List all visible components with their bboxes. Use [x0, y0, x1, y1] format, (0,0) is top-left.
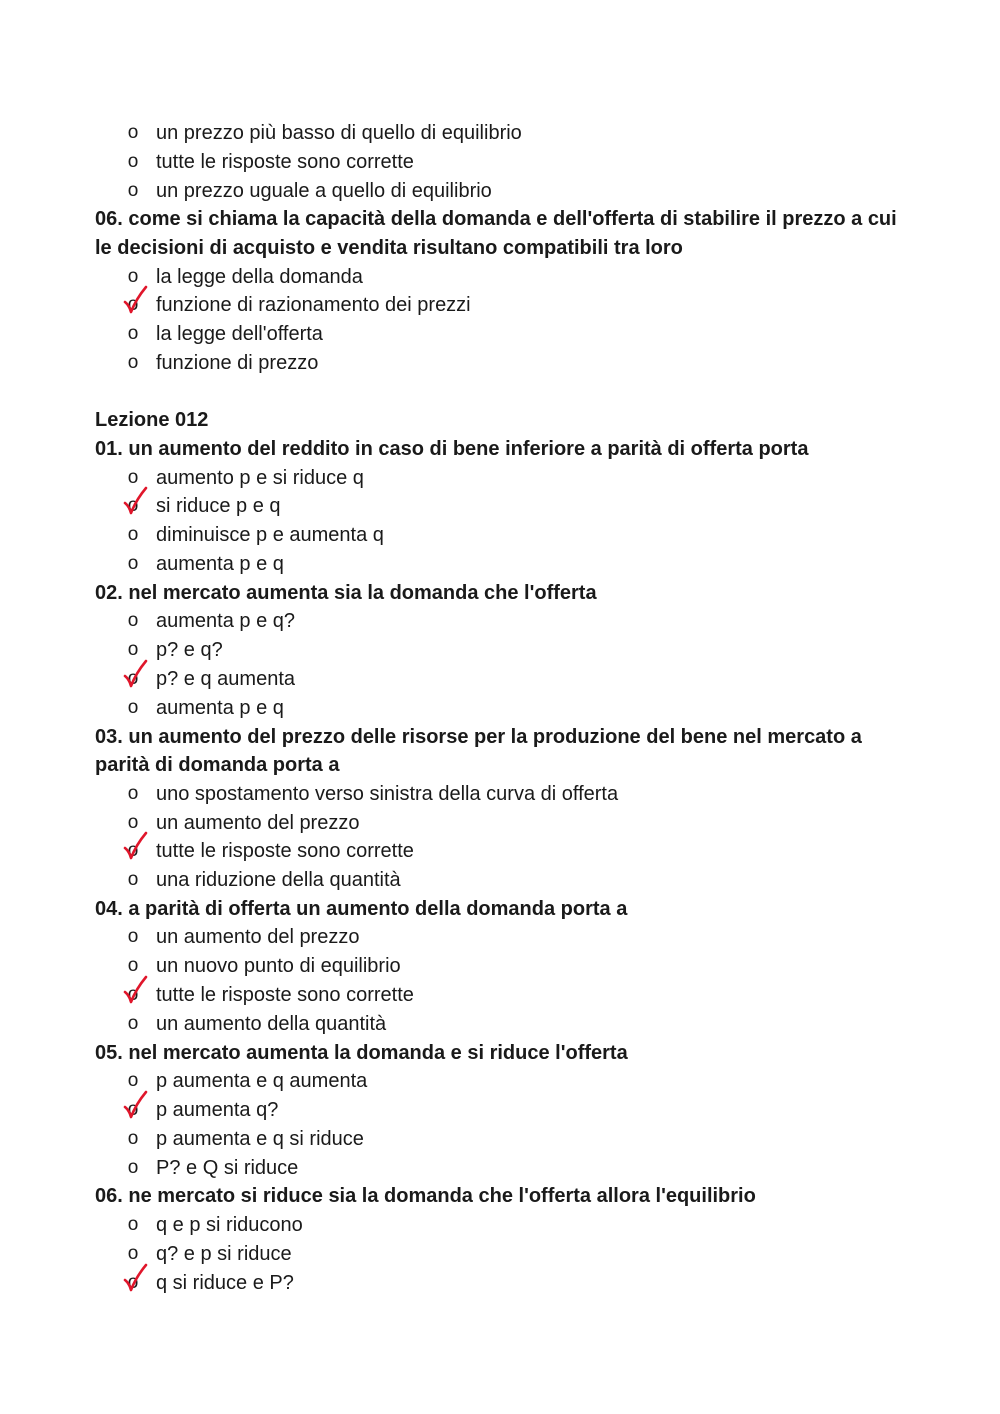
checkmark-icon — [122, 486, 148, 516]
answer-text: p? e q aumenta — [156, 667, 295, 690]
question-text: 01. un aumento del reddito in caso di bene inferiore a parità di offerta porta — [95, 437, 809, 460]
answer-text: funzione di razionamento dei prezzi — [156, 294, 471, 317]
circle-bullet-icon: o — [127, 926, 139, 948]
answer-option — [95, 320, 915, 349]
circle-bullet-icon: o — [127, 495, 139, 517]
circle-bullet-icon: o — [127, 1099, 139, 1121]
checkmark-icon — [122, 285, 148, 315]
circle-bullet-icon: o — [127, 466, 139, 488]
answer-option-correct — [95, 837, 915, 866]
answer-text: un prezzo più basso di quello di equilibrio — [156, 122, 522, 144]
answer-option-correct — [95, 291, 915, 320]
answer-option — [95, 809, 915, 838]
answer-text: q? e p si riduce — [156, 1242, 292, 1265]
answer-text: un aumento del prezzo — [156, 926, 360, 949]
answer-text: p aumenta q? — [156, 1099, 279, 1122]
answer-text: aumenta p e q? — [156, 610, 295, 633]
options-list — [95, 1067, 915, 1182]
answer-option-correct — [95, 1269, 915, 1298]
answer-text: aumenta p e q — [156, 552, 284, 575]
answer-text: aumento p e si riduce q — [156, 466, 364, 489]
question-block — [95, 1182, 915, 1297]
answer-option-correct — [95, 1096, 915, 1125]
answer-text: p? e q? — [156, 639, 223, 662]
document-page — [95, 119, 915, 1297]
question-text: 05. nel mercato aumenta la domanda e si riduce l'offerta — [95, 1041, 628, 1064]
circle-bullet-icon: o — [127, 179, 139, 201]
answer-option — [95, 1067, 915, 1096]
answer-text: aumenta p e q — [156, 696, 284, 719]
question-text: 03. un aumento del prezzo delle risorse per la produzione del bene nel mercato a parità di domanda porta a — [95, 725, 862, 777]
question-block — [95, 205, 915, 377]
answer-text: P? e Q si riduce — [156, 1156, 299, 1179]
circle-bullet-icon: o — [127, 351, 139, 373]
answer-option — [95, 694, 915, 723]
answer-option — [95, 636, 915, 665]
circle-bullet-icon: o — [127, 840, 139, 862]
circle-bullet-icon: o — [127, 524, 139, 546]
answer-text: un aumento della quantità — [156, 1012, 387, 1035]
question-block — [95, 895, 915, 1039]
answer-option — [95, 780, 915, 809]
question-text: 04. a parità di offerta un aumento della domanda porta a — [95, 897, 628, 920]
answer-option — [95, 464, 915, 493]
answer-option — [95, 1211, 915, 1240]
question-block — [95, 723, 915, 895]
circle-bullet-icon: o — [127, 696, 139, 718]
answer-text: p aumenta e q si riduce — [156, 1127, 364, 1150]
answer-option — [95, 1240, 915, 1269]
answer-option — [95, 923, 915, 952]
answer-option — [95, 866, 915, 895]
answer-text: tutte le risposte sono corrette — [156, 984, 414, 1007]
circle-bullet-icon: o — [127, 869, 139, 891]
answer-option — [95, 1125, 915, 1154]
circle-bullet-icon: o — [127, 1012, 139, 1034]
circle-bullet-icon: o — [127, 150, 139, 172]
checkmark-icon — [122, 975, 148, 1005]
answer-text: tutte le risposte sono corrette — [156, 840, 414, 863]
answer-option — [95, 1154, 915, 1183]
circle-bullet-icon: o — [127, 552, 139, 574]
circle-bullet-icon: o — [127, 122, 139, 143]
circle-bullet-icon: o — [127, 639, 139, 661]
options-list — [95, 923, 915, 1038]
circle-bullet-icon: o — [127, 1214, 139, 1236]
circle-bullet-icon: o — [127, 1156, 139, 1178]
answer-text: si riduce p e q — [156, 495, 281, 518]
answer-option — [95, 148, 915, 177]
circle-bullet-icon: o — [127, 1070, 139, 1092]
answer-text: la legge della domanda — [156, 265, 363, 288]
answer-text: p aumenta e q aumenta — [156, 1070, 368, 1093]
answer-option — [95, 177, 915, 206]
circle-bullet-icon: o — [127, 1127, 139, 1149]
checkmark-icon — [122, 831, 148, 861]
answer-option — [95, 263, 915, 292]
circle-bullet-icon: o — [127, 323, 139, 345]
question-text: 02. nel mercato aumenta sia la domanda che l'offerta — [95, 581, 597, 604]
answer-text: diminuisce p e aumenta q — [156, 524, 384, 547]
question-text: 06. ne mercato si riduce sia la domanda che l'offerta allora l'equilibrio — [95, 1185, 756, 1208]
circle-bullet-icon: o — [127, 984, 139, 1006]
answer-option-correct — [95, 981, 915, 1010]
answer-text: funzione di prezzo — [156, 351, 319, 374]
circle-bullet-icon: o — [127, 667, 139, 689]
circle-bullet-icon: o — [127, 265, 139, 287]
circle-bullet-icon: o — [127, 955, 139, 977]
circle-bullet-icon: o — [127, 294, 139, 316]
answer-text: uno spostamento verso sinistra della curva di offerta — [156, 782, 619, 805]
options-list — [95, 1211, 915, 1297]
checkmark-icon — [122, 1263, 148, 1293]
answer-text: la legge dell'offerta — [156, 323, 323, 346]
checkmark-icon — [122, 659, 148, 689]
answer-option — [95, 607, 915, 636]
circle-bullet-icon: o — [127, 1271, 139, 1293]
circle-bullet-icon: o — [127, 811, 139, 833]
answer-text: un prezzo uguale a quello di equilibrio — [156, 179, 492, 202]
answer-option — [95, 550, 915, 579]
circle-bullet-icon: o — [127, 782, 139, 804]
options-list — [95, 263, 915, 378]
answer-text: q e p si riducono — [156, 1214, 303, 1237]
answer-text: un nuovo punto di equilibrio — [156, 955, 401, 978]
answer-option — [95, 1010, 915, 1039]
answer-option — [95, 349, 915, 378]
answer-text: un aumento del prezzo — [156, 811, 360, 834]
question-block — [95, 406, 915, 578]
question-block — [95, 1039, 915, 1183]
lesson-heading: Lezione 012 — [95, 409, 209, 432]
answer-option — [95, 521, 915, 550]
answer-option-correct — [95, 665, 915, 694]
checkmark-icon — [122, 1090, 148, 1120]
options-list — [95, 464, 915, 579]
answer-text: tutte le risposte sono corrette — [156, 150, 414, 173]
answer-option — [95, 119, 915, 148]
answer-text: q si riduce e P? — [156, 1271, 294, 1294]
circle-bullet-icon: o — [127, 610, 139, 632]
answer-option — [95, 952, 915, 981]
continued-options-list — [95, 119, 915, 205]
options-list — [95, 607, 915, 722]
question-text: 06. come si chiama la capacità della domanda e dell'offerta di stabilire il prezzo a cui le decisioni di acquisto e vendita risultano compatibili tra loro — [95, 208, 897, 259]
answer-option-correct — [95, 492, 915, 521]
options-list — [95, 780, 915, 895]
question-block — [95, 579, 915, 723]
question-list — [95, 205, 915, 1297]
circle-bullet-icon: o — [127, 1242, 139, 1264]
answer-text: una riduzione della quantità — [156, 869, 401, 892]
